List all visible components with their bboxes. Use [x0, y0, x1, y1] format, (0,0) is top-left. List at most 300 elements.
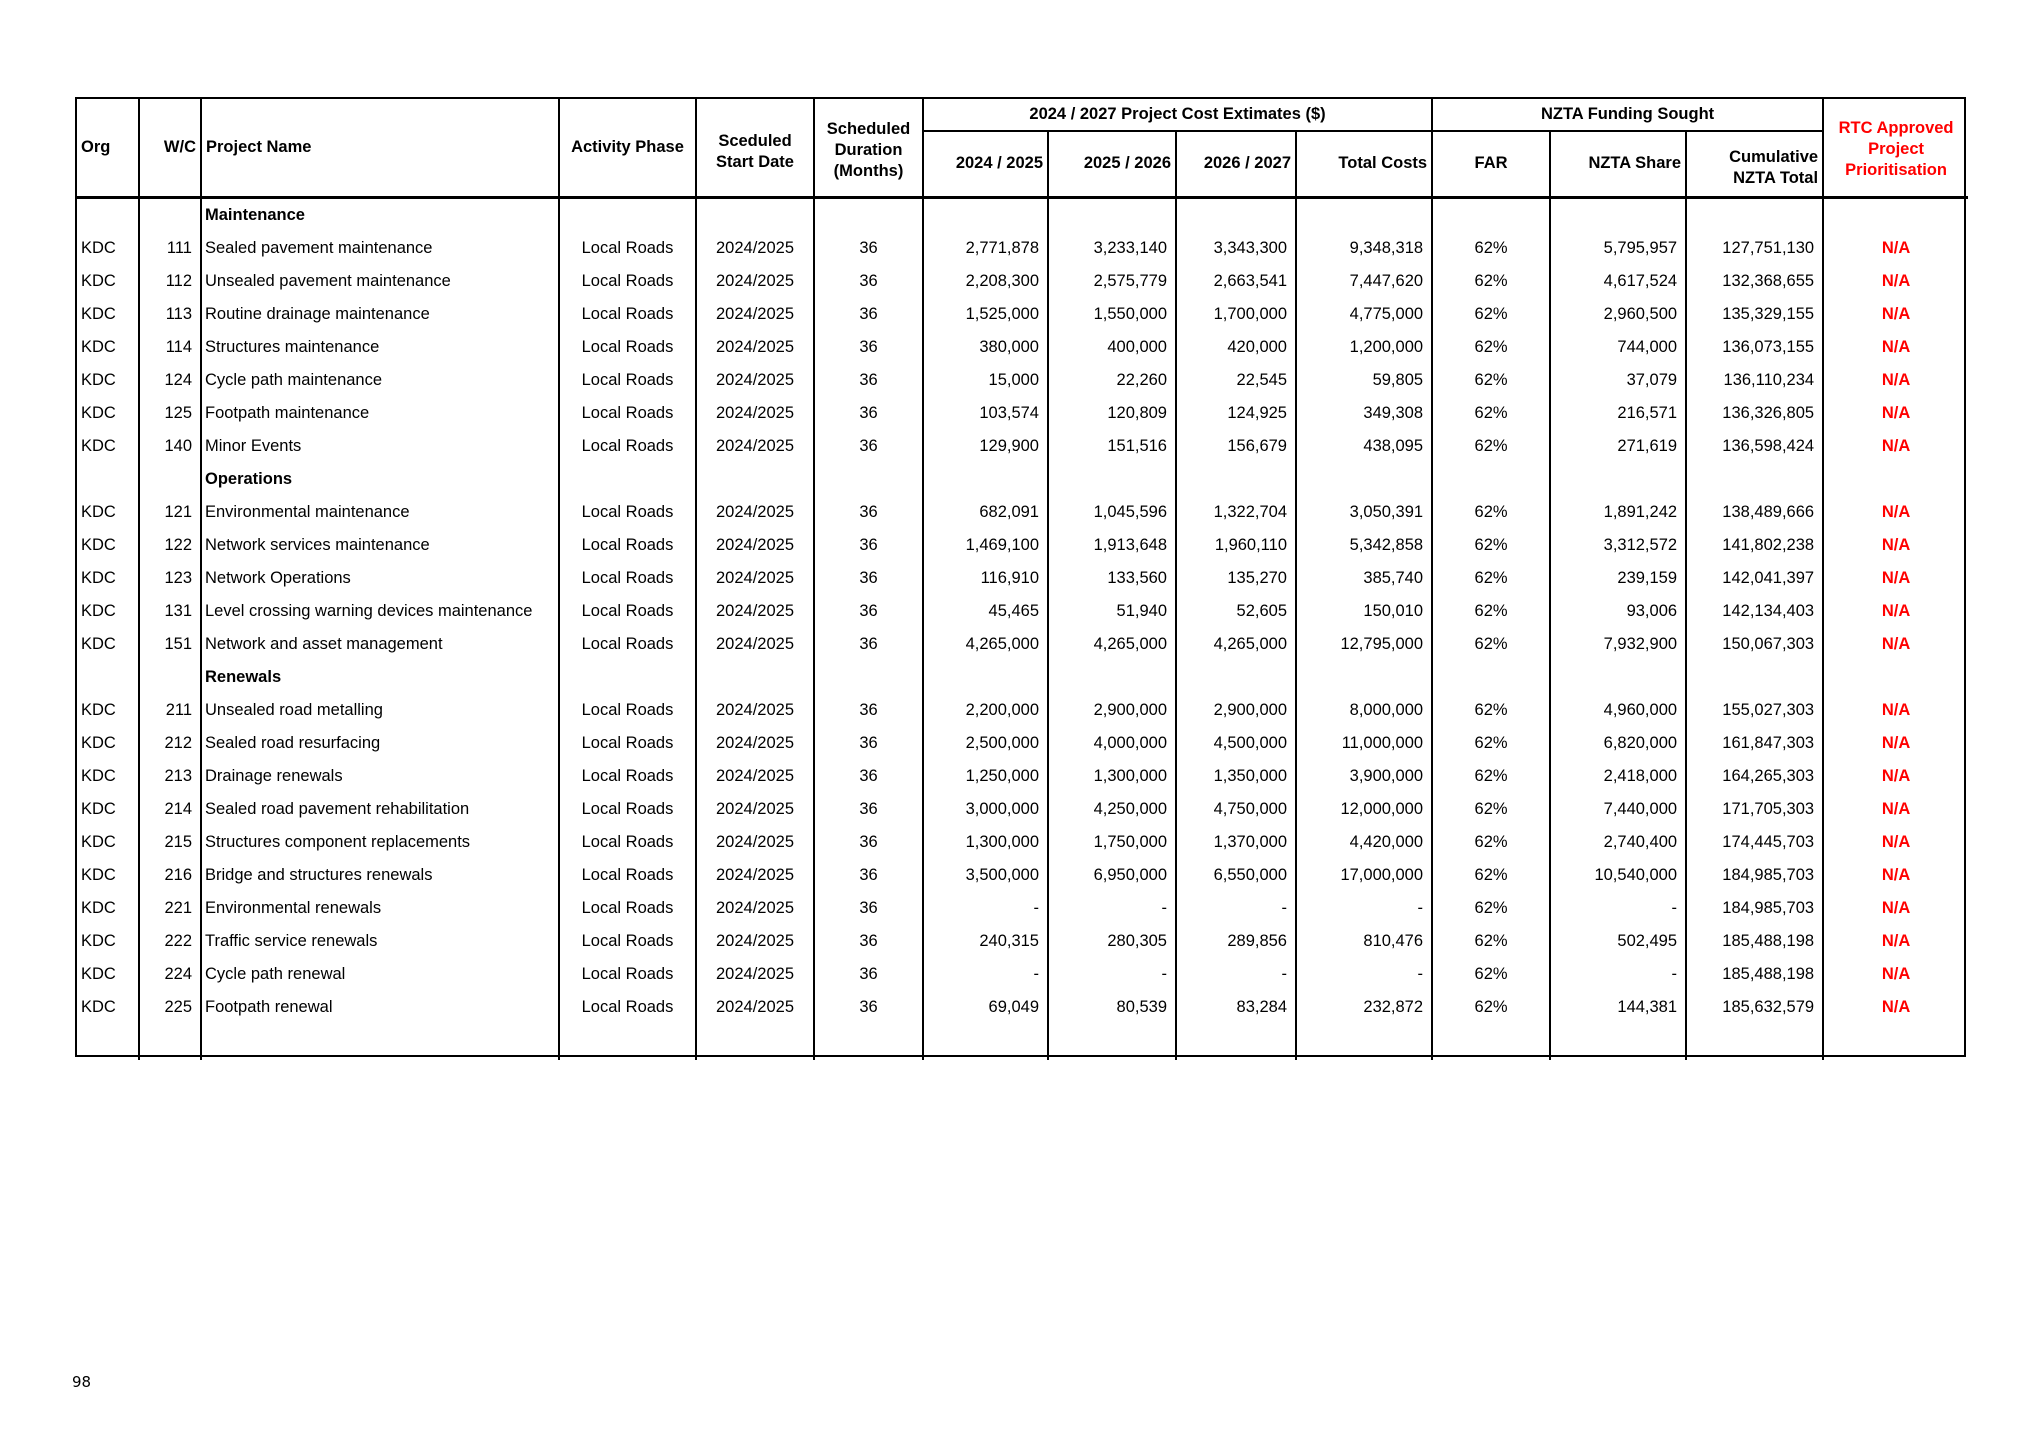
- cell-share: -: [1550, 892, 1686, 925]
- cell-share: 2,740,400: [1550, 826, 1686, 859]
- cell-y1: 103,574: [923, 397, 1048, 430]
- cell-y3: 1,370,000: [1176, 826, 1296, 859]
- cell-name: Network and asset management: [201, 628, 559, 661]
- cell-org: KDC: [81, 238, 116, 257]
- cell-org: KDC: [81, 766, 116, 785]
- cell-duration: 36: [814, 364, 923, 397]
- cell-y1: 380,000: [923, 331, 1048, 364]
- cell-name: Traffic service renewals: [201, 925, 559, 958]
- cell-far: 62%: [1432, 694, 1550, 727]
- cell-far: 62%: [1432, 562, 1550, 595]
- cell-wc: 125: [139, 397, 201, 430]
- cell-org: KDC: [81, 271, 116, 290]
- table-row: [77, 298, 1968, 331]
- cell-rtc: N/A: [1823, 859, 1968, 892]
- cell-y2: 2,575,779: [1048, 265, 1176, 298]
- cell-total: 17,000,000: [1296, 859, 1432, 892]
- cell-phase: Local Roads: [559, 496, 696, 529]
- header-activity-phase: Activity Phase: [559, 99, 696, 197]
- header-nzta-share: NZTA Share: [1550, 131, 1686, 197]
- cell-cumulative: 136,073,155: [1686, 331, 1823, 364]
- cell-wc: 215: [139, 826, 201, 859]
- cell-share: 744,000: [1550, 331, 1686, 364]
- cell-y1: 3,500,000: [923, 859, 1048, 892]
- cell-y3: 1,322,704: [1176, 496, 1296, 529]
- cell-y3: [1176, 463, 1296, 496]
- cell-far: 62%: [1432, 331, 1550, 364]
- cell-org: KDC: [81, 436, 116, 455]
- cell-cumulative: 161,847,303: [1686, 727, 1823, 760]
- cell-far: 62%: [1432, 430, 1550, 463]
- cell-org: KDC: [81, 502, 116, 521]
- cell-phase: [559, 1024, 696, 1060]
- header-far: FAR: [1432, 131, 1550, 197]
- cell-y1: 116,910: [923, 562, 1048, 595]
- cell-phase: Local Roads: [559, 991, 696, 1024]
- cell-y2: 22,260: [1048, 364, 1176, 397]
- cell-wc: 214: [139, 793, 201, 826]
- table-body: [77, 197, 1968, 1060]
- cell-total: 349,308: [1296, 397, 1432, 430]
- cell-y1: 2,208,300: [923, 265, 1048, 298]
- cell-far: 62%: [1432, 397, 1550, 430]
- cell-wc: 224: [139, 958, 201, 991]
- cell-org: KDC: [81, 931, 116, 950]
- cell-phase: Local Roads: [559, 298, 696, 331]
- cell-y3: [1176, 197, 1296, 232]
- cell-org: [77, 197, 139, 232]
- header-2025-2026: 2025 / 2026: [1048, 131, 1176, 197]
- cell-phase: Local Roads: [559, 925, 696, 958]
- header-duration: Scheduled Duration (Months): [814, 99, 923, 197]
- cell-start: [696, 197, 814, 232]
- header-cost-estimates-group: 2024 / 2027 Project Cost Extimates ($): [923, 99, 1432, 131]
- cell-org: KDC: [81, 832, 116, 851]
- cell-total: 385,740: [1296, 562, 1432, 595]
- cell-rtc: N/A: [1823, 694, 1968, 727]
- cell-rtc: N/A: [1823, 496, 1968, 529]
- cell-phase: Local Roads: [559, 331, 696, 364]
- cell-start: 2024/2025: [696, 760, 814, 793]
- cell-wc: 124: [139, 364, 201, 397]
- cell-start: 2024/2025: [696, 496, 814, 529]
- cell-duration: 36: [814, 892, 923, 925]
- cell-share: 2,960,500: [1550, 298, 1686, 331]
- cell-phase: Local Roads: [559, 958, 696, 991]
- cell-far: 62%: [1432, 892, 1550, 925]
- cell-y3: 6,550,000: [1176, 859, 1296, 892]
- header-2026-2027: 2026 / 2027: [1176, 131, 1296, 197]
- cell-wc: 111: [139, 232, 201, 265]
- cell-name: Footpath renewal: [201, 991, 559, 1024]
- cell-far: 62%: [1432, 298, 1550, 331]
- cell-y3: 2,900,000: [1176, 694, 1296, 727]
- cell-total: 232,872: [1296, 991, 1432, 1024]
- cell-start: 2024/2025: [696, 331, 814, 364]
- cell-share: [1550, 463, 1686, 496]
- cell-phase: [559, 197, 696, 232]
- cell-cumulative: 155,027,303: [1686, 694, 1823, 727]
- cell-duration: 36: [814, 595, 923, 628]
- cell-y2: [1048, 1024, 1176, 1060]
- table-row: [77, 562, 1968, 595]
- cell-rtc: N/A: [1823, 727, 1968, 760]
- cell-cumulative: 135,329,155: [1686, 298, 1823, 331]
- table-row: [77, 430, 1968, 463]
- cell-name: Cycle path maintenance: [201, 364, 559, 397]
- cell-far: 62%: [1432, 727, 1550, 760]
- cell-duration: 36: [814, 958, 923, 991]
- cell-rtc: N/A: [1823, 430, 1968, 463]
- table-row: [77, 694, 1968, 727]
- cell-total: 810,476: [1296, 925, 1432, 958]
- cell-y2: 151,516: [1048, 430, 1176, 463]
- cell-name: Minor Events: [201, 430, 559, 463]
- cell-share: 5,795,957: [1550, 232, 1686, 265]
- cell-far: 62%: [1432, 859, 1550, 892]
- cell-start: 2024/2025: [696, 694, 814, 727]
- cell-duration: 36: [814, 397, 923, 430]
- cell-phase: Local Roads: [559, 562, 696, 595]
- cell-start: 2024/2025: [696, 727, 814, 760]
- cell-duration: 36: [814, 331, 923, 364]
- cell-name: Cycle path renewal: [201, 958, 559, 991]
- cell-org: KDC: [81, 700, 116, 719]
- cell-org: KDC: [81, 337, 116, 356]
- cell-start: 2024/2025: [696, 859, 814, 892]
- cell-wc: 225: [139, 991, 201, 1024]
- cost-table: [77, 99, 1968, 1060]
- cell-far: 62%: [1432, 958, 1550, 991]
- cell-y2: 51,940: [1048, 595, 1176, 628]
- cell-org: [77, 1024, 139, 1060]
- cell-y2: 133,560: [1048, 562, 1176, 595]
- cell-rtc: N/A: [1823, 958, 1968, 991]
- cell-total: 3,050,391: [1296, 496, 1432, 529]
- cell-y1: [923, 463, 1048, 496]
- cell-share: 271,619: [1550, 430, 1686, 463]
- cell-phase: Local Roads: [559, 727, 696, 760]
- cell-y2: 1,750,000: [1048, 826, 1176, 859]
- cell-name: Environmental maintenance: [201, 496, 559, 529]
- cell-y3: 4,500,000: [1176, 727, 1296, 760]
- cell-y2: -: [1048, 958, 1176, 991]
- table-row: [77, 793, 1968, 826]
- section-title: Renewals: [201, 661, 559, 694]
- cell-wc: 151: [139, 628, 201, 661]
- cell-name: Unsealed road metalling: [201, 694, 559, 727]
- cell-y2: 1,913,648: [1048, 529, 1176, 562]
- cell-y3: 3,343,300: [1176, 232, 1296, 265]
- cell-cumulative: 150,067,303: [1686, 628, 1823, 661]
- cell-y1: 1,525,000: [923, 298, 1048, 331]
- cell-y2: -: [1048, 892, 1176, 925]
- cell-y1: 2,771,878: [923, 232, 1048, 265]
- cell-wc: 113: [139, 298, 201, 331]
- cell-total: [1296, 661, 1432, 694]
- cell-y1: 45,465: [923, 595, 1048, 628]
- cell-y1: 129,900: [923, 430, 1048, 463]
- cell-total: 12,000,000: [1296, 793, 1432, 826]
- cell-share: 144,381: [1550, 991, 1686, 1024]
- cell-cumulative: 136,598,424: [1686, 430, 1823, 463]
- cell-wc: 212: [139, 727, 201, 760]
- cell-phase: Local Roads: [559, 694, 696, 727]
- cell-start: 2024/2025: [696, 595, 814, 628]
- cell-start: 2024/2025: [696, 232, 814, 265]
- cell-phase: Local Roads: [559, 892, 696, 925]
- cell-y3: 124,925: [1176, 397, 1296, 430]
- header-project-name: Project Name: [201, 99, 559, 197]
- cell-y3: [1176, 661, 1296, 694]
- cell-share: 7,440,000: [1550, 793, 1686, 826]
- cell-y2: 80,539: [1048, 991, 1176, 1024]
- cell-total: 438,095: [1296, 430, 1432, 463]
- cell-duration: 36: [814, 628, 923, 661]
- cell-rtc: N/A: [1823, 760, 1968, 793]
- cell-duration: 36: [814, 694, 923, 727]
- cell-total: 1,200,000: [1296, 331, 1432, 364]
- cell-duration: 36: [814, 232, 923, 265]
- cell-far: 62%: [1432, 925, 1550, 958]
- cell-far: 62%: [1432, 265, 1550, 298]
- cell-y2: [1048, 463, 1176, 496]
- cell-share: 4,617,524: [1550, 265, 1686, 298]
- cell-name: Routine drainage maintenance: [201, 298, 559, 331]
- cell-start: 2024/2025: [696, 562, 814, 595]
- cell-name: Structures maintenance: [201, 331, 559, 364]
- cell-duration: 36: [814, 727, 923, 760]
- table-row: [77, 859, 1968, 892]
- cell-rtc: [1823, 463, 1968, 496]
- header-rtc-prioritisation: RTC Approved Project Prioritisation: [1823, 99, 1968, 197]
- cell-rtc: N/A: [1823, 397, 1968, 430]
- cell-rtc: N/A: [1823, 562, 1968, 595]
- cell-far: [1432, 1024, 1550, 1060]
- cell-y1: 3,000,000: [923, 793, 1048, 826]
- cell-y2: 4,265,000: [1048, 628, 1176, 661]
- cell-rtc: N/A: [1823, 529, 1968, 562]
- cell-cumulative: 184,985,703: [1686, 892, 1823, 925]
- cell-y1: 240,315: [923, 925, 1048, 958]
- cell-y3: 22,545: [1176, 364, 1296, 397]
- cell-name: Level crossing warning devices maintenance: [201, 595, 559, 628]
- cell-wc: 221: [139, 892, 201, 925]
- cell-name: Sealed pavement maintenance: [201, 232, 559, 265]
- cell-share: 3,312,572: [1550, 529, 1686, 562]
- cell-duration: 36: [814, 430, 923, 463]
- header-total-costs: Total Costs: [1296, 131, 1432, 197]
- cell-rtc: N/A: [1823, 364, 1968, 397]
- section-header-row: [77, 463, 1968, 496]
- cell-y2: 6,950,000: [1048, 859, 1176, 892]
- cell-y3: 1,960,110: [1176, 529, 1296, 562]
- cell-start: 2024/2025: [696, 793, 814, 826]
- cell-rtc: [1823, 1024, 1968, 1060]
- section-header-row: [77, 661, 1968, 694]
- cell-total: 150,010: [1296, 595, 1432, 628]
- cell-share: 502,495: [1550, 925, 1686, 958]
- cell-total: 8,000,000: [1296, 694, 1432, 727]
- header-wc: W/C: [139, 99, 201, 197]
- cell-phase: Local Roads: [559, 430, 696, 463]
- cell-cumulative: [1686, 463, 1823, 496]
- cell-start: 2024/2025: [696, 958, 814, 991]
- cell-name: Drainage renewals: [201, 760, 559, 793]
- table-row: [77, 628, 1968, 661]
- cell-far: 62%: [1432, 496, 1550, 529]
- cell-start: 2024/2025: [696, 529, 814, 562]
- cell-wc: 216: [139, 859, 201, 892]
- cell-y2: 400,000: [1048, 331, 1176, 364]
- table-row: [77, 925, 1968, 958]
- cell-total: [1296, 1024, 1432, 1060]
- cell-wc: 114: [139, 331, 201, 364]
- cell-name: Structures component replacements: [201, 826, 559, 859]
- cell-phase: Local Roads: [559, 859, 696, 892]
- cell-far: [1432, 463, 1550, 496]
- cell-y2: 2,900,000: [1048, 694, 1176, 727]
- cell-duration: 36: [814, 265, 923, 298]
- cell-share: [1550, 1024, 1686, 1060]
- cell-org: KDC: [81, 997, 116, 1016]
- cell-start: 2024/2025: [696, 265, 814, 298]
- cell-cumulative: 185,488,198: [1686, 958, 1823, 991]
- cell-name: Environmental renewals: [201, 892, 559, 925]
- cell-y1: [923, 1024, 1048, 1060]
- header-2024-2025: 2024 / 2025: [923, 131, 1048, 197]
- cell-cumulative: 136,326,805: [1686, 397, 1823, 430]
- cell-wc: [139, 197, 201, 232]
- cell-rtc: N/A: [1823, 925, 1968, 958]
- cell-wc: 222: [139, 925, 201, 958]
- cell-duration: [814, 463, 923, 496]
- cell-y1: -: [923, 892, 1048, 925]
- cell-share: 216,571: [1550, 397, 1686, 430]
- cell-cumulative: 138,489,666: [1686, 496, 1823, 529]
- cell-duration: 36: [814, 529, 923, 562]
- cell-total: 12,795,000: [1296, 628, 1432, 661]
- cell-cumulative: 142,041,397: [1686, 562, 1823, 595]
- cell-wc: 123: [139, 562, 201, 595]
- cell-phase: [559, 463, 696, 496]
- cell-far: 62%: [1432, 628, 1550, 661]
- cell-phase: Local Roads: [559, 760, 696, 793]
- table-spacer-row: [77, 1024, 1968, 1060]
- table-row: [77, 595, 1968, 628]
- cell-y2: 280,305: [1048, 925, 1176, 958]
- cell-cumulative: 142,134,403: [1686, 595, 1823, 628]
- cell-y1: 2,200,000: [923, 694, 1048, 727]
- cell-y2: 1,550,000: [1048, 298, 1176, 331]
- cell-y3: [1176, 1024, 1296, 1060]
- cell-start: 2024/2025: [696, 892, 814, 925]
- cell-start: [696, 463, 814, 496]
- cell-start: [696, 661, 814, 694]
- section-header-row: [77, 197, 1968, 232]
- cell-cumulative: [1686, 197, 1823, 232]
- cell-y3: 4,750,000: [1176, 793, 1296, 826]
- cell-start: 2024/2025: [696, 925, 814, 958]
- cell-y2: 4,000,000: [1048, 727, 1176, 760]
- cell-y2: [1048, 661, 1176, 694]
- cell-cumulative: 136,110,234: [1686, 364, 1823, 397]
- cell-share: 4,960,000: [1550, 694, 1686, 727]
- cell-y3: 1,350,000: [1176, 760, 1296, 793]
- cell-phase: Local Roads: [559, 529, 696, 562]
- cell-share: 93,006: [1550, 595, 1686, 628]
- cell-y3: 420,000: [1176, 331, 1296, 364]
- table-row: [77, 265, 1968, 298]
- cell-rtc: N/A: [1823, 892, 1968, 925]
- cell-y3: 83,284: [1176, 991, 1296, 1024]
- cell-wc: 122: [139, 529, 201, 562]
- cell-y3: 1,700,000: [1176, 298, 1296, 331]
- cell-phase: Local Roads: [559, 826, 696, 859]
- cell-rtc: N/A: [1823, 265, 1968, 298]
- cell-y1: -: [923, 958, 1048, 991]
- cell-total: [1296, 463, 1432, 496]
- cell-y1: 69,049: [923, 991, 1048, 1024]
- table-row: [77, 760, 1968, 793]
- cell-org: KDC: [81, 304, 116, 323]
- cell-name: Network services maintenance: [201, 529, 559, 562]
- cell-start: 2024/2025: [696, 430, 814, 463]
- cell-name: [201, 1024, 559, 1060]
- cell-rtc: [1823, 661, 1968, 694]
- cell-y1: 1,469,100: [923, 529, 1048, 562]
- cell-share: 7,932,900: [1550, 628, 1686, 661]
- cell-y1: 2,500,000: [923, 727, 1048, 760]
- cell-rtc: [1823, 197, 1968, 232]
- cell-duration: [814, 661, 923, 694]
- cell-start: 2024/2025: [696, 826, 814, 859]
- table-row: [77, 958, 1968, 991]
- cell-start: 2024/2025: [696, 628, 814, 661]
- table-row: [77, 727, 1968, 760]
- cell-total: [1296, 197, 1432, 232]
- table-row: [77, 364, 1968, 397]
- cell-total: 59,805: [1296, 364, 1432, 397]
- cell-cumulative: 174,445,703: [1686, 826, 1823, 859]
- cell-rtc: N/A: [1823, 298, 1968, 331]
- cell-y2: 1,045,596: [1048, 496, 1176, 529]
- cell-cumulative: 127,751,130: [1686, 232, 1823, 265]
- cell-org: KDC: [81, 733, 116, 752]
- cell-y2: 120,809: [1048, 397, 1176, 430]
- cell-cumulative: 184,985,703: [1686, 859, 1823, 892]
- cell-far: [1432, 197, 1550, 232]
- cell-phase: Local Roads: [559, 364, 696, 397]
- cell-rtc: N/A: [1823, 331, 1968, 364]
- cell-phase: Local Roads: [559, 232, 696, 265]
- table-row: [77, 397, 1968, 430]
- cell-total: -: [1296, 958, 1432, 991]
- cell-duration: 36: [814, 991, 923, 1024]
- cell-share: 1,891,242: [1550, 496, 1686, 529]
- cell-start: 2024/2025: [696, 397, 814, 430]
- cell-share: 37,079: [1550, 364, 1686, 397]
- cell-wc: 112: [139, 265, 201, 298]
- cell-wc: 211: [139, 694, 201, 727]
- table-row: [77, 232, 1968, 265]
- cell-duration: 36: [814, 793, 923, 826]
- cell-share: [1550, 661, 1686, 694]
- cell-total: 4,775,000: [1296, 298, 1432, 331]
- cell-total: 7,447,620: [1296, 265, 1432, 298]
- cell-y3: 52,605: [1176, 595, 1296, 628]
- header-cumulative-total: Cumulative NZTA Total: [1686, 131, 1823, 197]
